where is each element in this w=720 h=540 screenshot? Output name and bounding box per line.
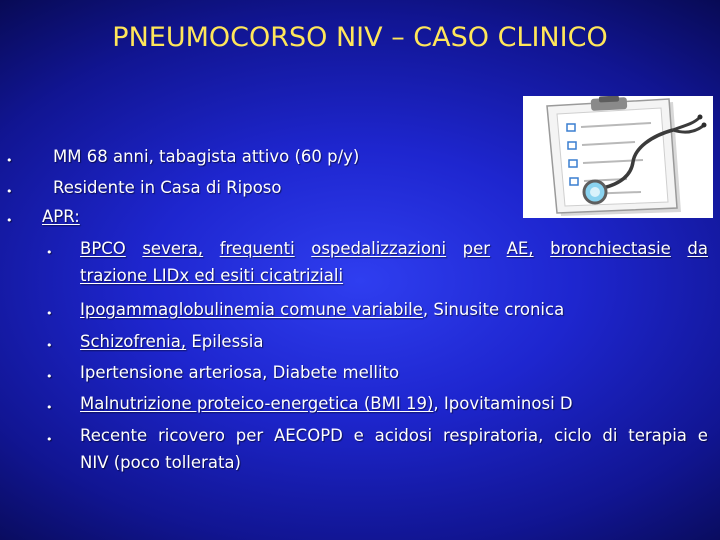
bullet-marker: • xyxy=(46,433,53,446)
plain-text: , Ipovitaminosi D xyxy=(433,394,573,413)
bullet-marker: • xyxy=(6,154,13,167)
word: ciclo xyxy=(554,426,592,445)
word: e xyxy=(697,426,708,445)
word: da xyxy=(687,239,708,258)
plain-text: Epilessia xyxy=(186,332,264,351)
word: per xyxy=(462,239,491,258)
word: bronchiectasie xyxy=(550,239,671,258)
bullet-marker: • xyxy=(6,185,13,198)
history-item-1-line2: trazione LIDx ed esiti cicatriziali xyxy=(80,266,344,285)
slide-title: PNEUMOCORSO NIV – CASO CLINICO xyxy=(112,22,608,53)
history-item-4: Ipertensione arteriosa, Diabete mellito xyxy=(80,363,400,382)
word: ricovero xyxy=(157,426,225,445)
history-item-5 xyxy=(80,394,573,413)
apr-heading: APR: xyxy=(42,207,80,226)
word: terapia xyxy=(628,426,687,445)
underlined-text: Ipogammaglobulinemia comune variabile xyxy=(80,300,423,319)
underlined-text: Malnutrizione proteico-energetica (BMI 19) xyxy=(80,394,434,413)
bullet-marker: • xyxy=(6,214,13,227)
word: AE, xyxy=(506,239,534,258)
word: acidosi xyxy=(374,426,433,445)
plain-text: , Sinusite cronica xyxy=(422,300,565,319)
bullet-marker: • xyxy=(46,370,53,383)
word: Recente xyxy=(80,426,148,445)
history-item-6-line2: NIV (poco tollerata) xyxy=(80,453,241,472)
word: e xyxy=(353,426,364,445)
bullet-marker: • xyxy=(46,339,53,352)
underlined-text: Schizofrenia, xyxy=(80,332,187,351)
bullet-marker: • xyxy=(46,246,53,259)
history-item-6-line1 xyxy=(80,426,708,445)
residence-info: Residente in Casa di Riposo xyxy=(53,178,282,197)
bullet-marker: • xyxy=(46,307,53,320)
bullet-marker: • xyxy=(46,401,53,414)
history-item-1-line1 xyxy=(80,239,708,258)
word: frequenti xyxy=(219,239,295,258)
history-item-2 xyxy=(80,300,564,319)
word: BPCO xyxy=(80,239,126,258)
patient-info: MM 68 anni, tabagista attivo (60 p/y) xyxy=(53,147,360,166)
word: ospedalizzazioni xyxy=(311,239,447,258)
word: di xyxy=(602,426,618,445)
word: respiratoria, xyxy=(442,426,544,445)
word: AECOPD xyxy=(273,426,343,445)
history-item-3 xyxy=(80,332,263,351)
word: severa, xyxy=(142,239,204,258)
word: per xyxy=(235,426,264,445)
